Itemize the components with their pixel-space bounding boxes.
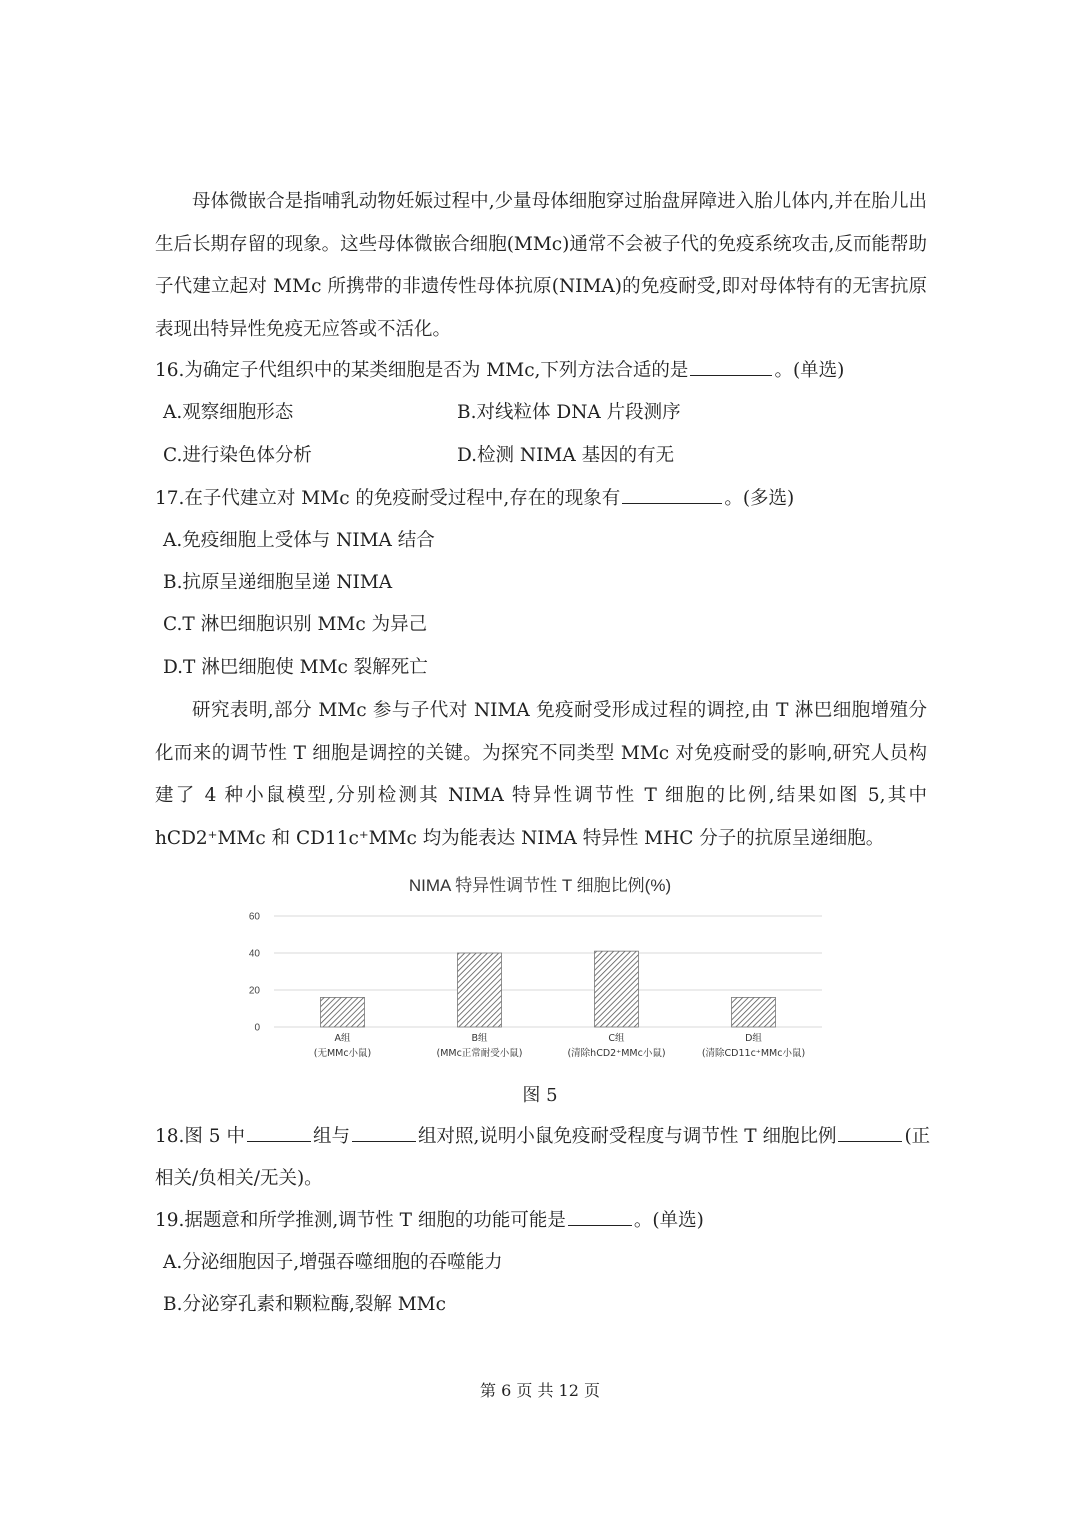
question-17	[155, 487, 794, 511]
q16-option-a: A.观察细胞形态	[163, 402, 294, 423]
q19-stem: 19.据题意和所学推测,调节性 T 细胞的功能可能是	[155, 1210, 566, 1231]
q17-option-c: C.T 淋巴细胞识别 MMc 为异己	[163, 614, 428, 635]
question-16	[155, 359, 844, 383]
bar	[732, 997, 776, 1027]
bar	[458, 953, 502, 1027]
q19-stem-end: 。(单选)	[633, 1210, 704, 1231]
q17-option-b: B.抗原呈递细胞呈递 NIMA	[163, 572, 393, 593]
bar-chart	[240, 900, 840, 1070]
q17-stem: 17.在子代建立对 MMc 的免疫耐受过程中,存在的现象有	[155, 488, 621, 509]
q18-text-3: 组对照,说明小鼠免疫耐受程度与调节性 T 细胞比例	[417, 1126, 837, 1147]
q18-blank-1[interactable]	[247, 1140, 311, 1142]
intro-paragraph: 母体微嵌合是指哺乳动物妊娠过程中,少量母体细胞穿过胎盘屏障进入胎儿体内,并在胎儿出生后长期存留的现象。这些母体微嵌合细胞(MMc)通常不会被子代的免疫系统攻击,反而能帮助子代建立起对 MMc 所携带的非遗传性母体抗原(NIMA)的免疫耐受,即对母体特有的无害抗原表现出特异性免疫无应答或不活化。	[155, 191, 927, 340]
q17-option-d: D.T 淋巴细胞使 MMc 裂解死亡	[163, 657, 428, 678]
x-category-note: (清除hCD2⁺MMc小鼠)	[567, 1048, 666, 1059]
bar	[321, 997, 365, 1027]
q19-answer-blank[interactable]	[568, 1224, 632, 1226]
y-tick-label: 60	[248, 911, 260, 923]
x-category-label: A组	[334, 1033, 351, 1044]
q18-text-1: 18.图 5 中	[155, 1126, 245, 1147]
x-category-label: D组	[745, 1033, 762, 1044]
page-footer: 第 6 页 共 12 页	[480, 1381, 600, 1400]
q16-option-b: B.对线粒体 DNA 片段测序	[457, 402, 681, 423]
q16-option-c: C.进行染色体分析	[163, 445, 312, 466]
y-tick-label: 0	[254, 1022, 260, 1034]
x-category-label: B组	[471, 1033, 488, 1044]
q19-option-a: A.分泌细胞因子,增强吞噬细胞的吞噬能力	[163, 1252, 503, 1273]
question-18-cont: 相关/负相关/无关)。	[155, 1168, 323, 1189]
q18-text-2: 组与	[312, 1126, 350, 1147]
bar	[595, 951, 639, 1027]
x-category-note: (清除CD11c⁺MMc小鼠)	[701, 1048, 806, 1059]
q17-stem-end: 。(多选)	[724, 488, 795, 509]
x-category-label: C组	[608, 1033, 625, 1044]
q16-stem-end: 。(单选)	[774, 360, 845, 381]
y-tick-label: 40	[248, 948, 260, 960]
q17-option-a: A.免疫细胞上受体与 NIMA 结合	[163, 530, 435, 551]
x-category-note: (MMc正常耐受小鼠)	[436, 1048, 523, 1059]
q18-blank-3[interactable]	[838, 1140, 902, 1142]
figure-caption: 图 5	[522, 1085, 558, 1106]
question-18	[155, 1125, 930, 1149]
research-paragraph: 研究表明,部分 MMc 参与子代对 NIMA 免疫耐受形成过程的调控,由 T 淋巴细胞增殖分化而来的调节性 T 细胞是调控的关键。为探究不同类型 MMc 对免疫耐受的影响,研究人员构建了 4 种小鼠模型,分别检测其 NIMA 特异性调节性 T 细胞的比例,结果如图 5,其中 hCD2⁺MMc 和 CD11c⁺MMc 均为能表达 NIMA 特异性 MHC 分子的抗原呈递细胞。	[155, 700, 927, 849]
q18-text-4: (正	[904, 1126, 931, 1147]
q16-option-d: D.检测 NIMA 基因的有无	[457, 445, 675, 466]
x-category-note: (无MMc小鼠)	[313, 1048, 372, 1059]
q16-stem: 16.为确定子代组织中的某类细胞是否为 MMc,下列方法合适的是	[155, 360, 689, 381]
question-19	[155, 1209, 704, 1233]
y-tick-label: 20	[248, 985, 260, 997]
q18-blank-2[interactable]	[352, 1140, 416, 1142]
chart-title: NIMA 特异性调节性 T 细胞比例(%)	[408, 876, 672, 895]
q16-answer-blank[interactable]	[690, 374, 772, 376]
q19-option-b: B.分泌穿孔素和颗粒酶,裂解 MMc	[163, 1294, 446, 1315]
q17-answer-blank[interactable]	[622, 502, 722, 504]
